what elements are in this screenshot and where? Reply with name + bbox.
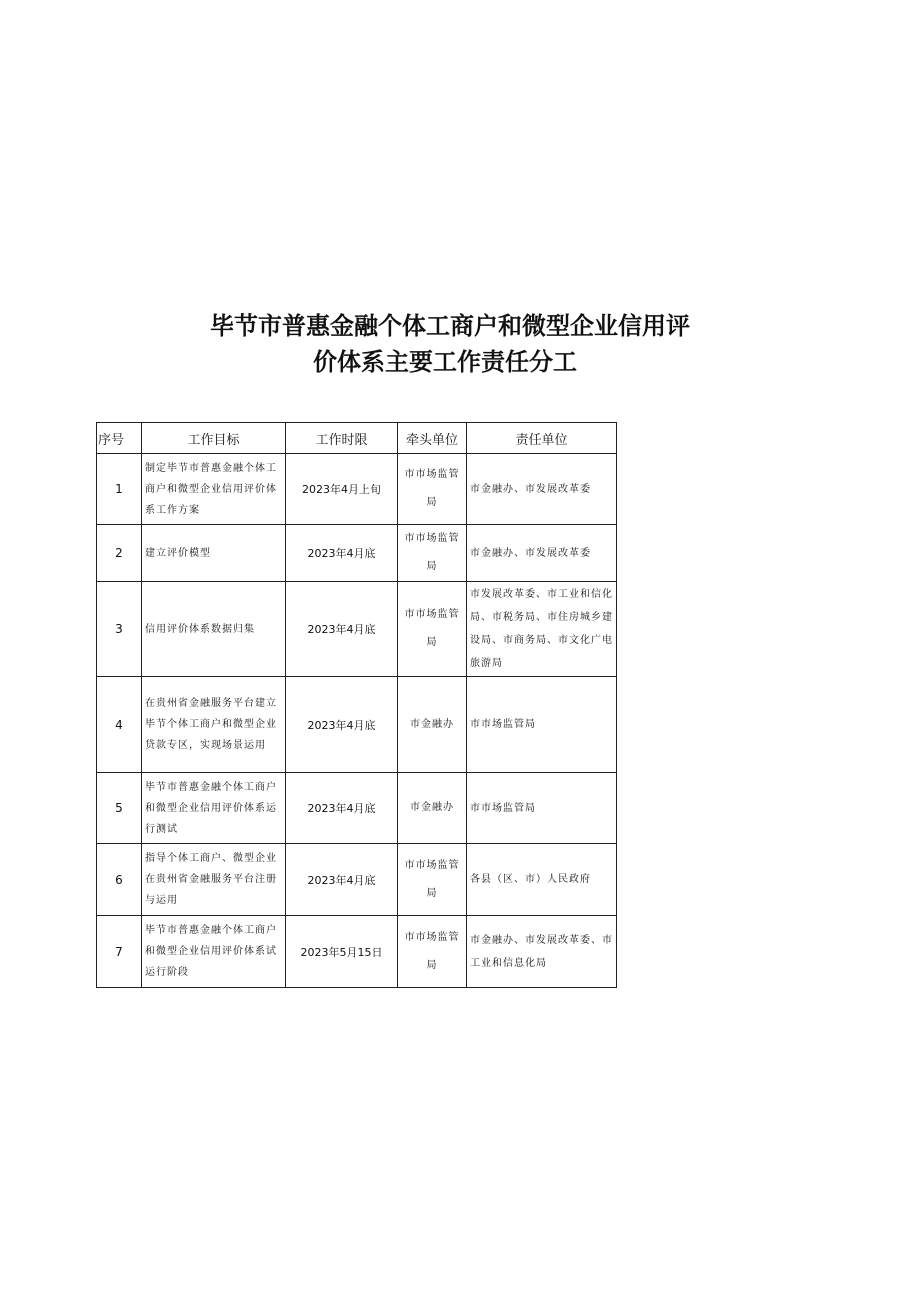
cell-serial-number: 5: [97, 773, 142, 844]
cell-responsible-unit: 市金融办、市发展改革委: [467, 454, 617, 525]
cell-lead-unit: 市市场监管局: [398, 454, 467, 525]
cell-responsible-unit: 市市场监管局: [467, 677, 617, 773]
cell-responsible-unit: 市金融办、市发展改革委、市工业和信息化局: [467, 916, 617, 988]
cell-work-goal: 毕节市普惠金融个体工商户和微型企业信用评价体系试运行阶段: [142, 916, 286, 988]
title-line-2: 价体系主要工作责任分工: [313, 348, 577, 376]
cell-serial-number: 6: [97, 844, 142, 916]
title-line-1: 毕节市普惠金融个体工商户和微型企业信用评: [210, 312, 690, 340]
document-title: [0, 308, 920, 380]
cell-deadline: 2023年4月底: [286, 844, 398, 916]
table-row: [97, 454, 617, 525]
table-row: [97, 582, 617, 677]
cell-deadline: 2023年4月底: [286, 773, 398, 844]
cell-lead-unit: 市市场监管局: [398, 582, 467, 677]
cell-deadline: 2023年4月上旬: [286, 454, 398, 525]
cell-lead-unit: 市金融办: [398, 677, 467, 773]
cell-work-goal: 建立评价模型: [142, 525, 286, 582]
cell-deadline: 2023年4月底: [286, 582, 398, 677]
header-responsible-unit: 责任单位: [467, 423, 617, 454]
cell-deadline: 2023年4月底: [286, 525, 398, 582]
cell-serial-number: 4: [97, 677, 142, 773]
table-row: [97, 916, 617, 988]
cell-serial-number: 2: [97, 525, 142, 582]
table-row: [97, 773, 617, 844]
responsibility-table: [96, 422, 617, 988]
cell-work-goal: 信用评价体系数据归集: [142, 582, 286, 677]
header-lead-unit: 牵头单位: [398, 423, 467, 454]
cell-lead-unit: 市市场监管局: [398, 916, 467, 988]
cell-work-goal: 制定毕节市普惠金融个体工商户和微型企业信用评价体系工作方案: [142, 454, 286, 525]
cell-responsible-unit: 市金融办、市发展改革委: [467, 525, 617, 582]
table-row: [97, 677, 617, 773]
cell-responsible-unit: 市市场监管局: [467, 773, 617, 844]
cell-work-goal: 在贵州省金融服务平台建立毕节个体工商户和微型企业贷款专区，实现场景运用: [142, 677, 286, 773]
cell-lead-unit: 市市场监管局: [398, 844, 467, 916]
cell-serial-number: 3: [97, 582, 142, 677]
cell-lead-unit: 市金融办: [398, 773, 467, 844]
header-serial-number: 序号: [97, 423, 142, 454]
cell-deadline: 2023年5月15日: [286, 916, 398, 988]
table-row: [97, 844, 617, 916]
cell-serial-number: 1: [97, 454, 142, 525]
cell-lead-unit: 市市场监管局: [398, 525, 467, 582]
header-deadline: 工作时限: [286, 423, 398, 454]
table-header-row: [97, 423, 617, 454]
cell-responsible-unit: 各县（区、市）人民政府: [467, 844, 617, 916]
cell-deadline: 2023年4月底: [286, 677, 398, 773]
cell-serial-number: 7: [97, 916, 142, 988]
cell-responsible-unit: 市发展改革委、市工业和信化局、市税务局、市住房城乡建设局、市商务局、市文化广电旅游局: [467, 582, 617, 677]
cell-work-goal: 指导个体工商户、微型企业在贵州省金融服务平台注册与运用: [142, 844, 286, 916]
header-work-goal: 工作目标: [142, 423, 286, 454]
table-row: [97, 525, 617, 582]
cell-work-goal: 毕节市普惠金融个体工商户和微型企业信用评价体系运行测试: [142, 773, 286, 844]
